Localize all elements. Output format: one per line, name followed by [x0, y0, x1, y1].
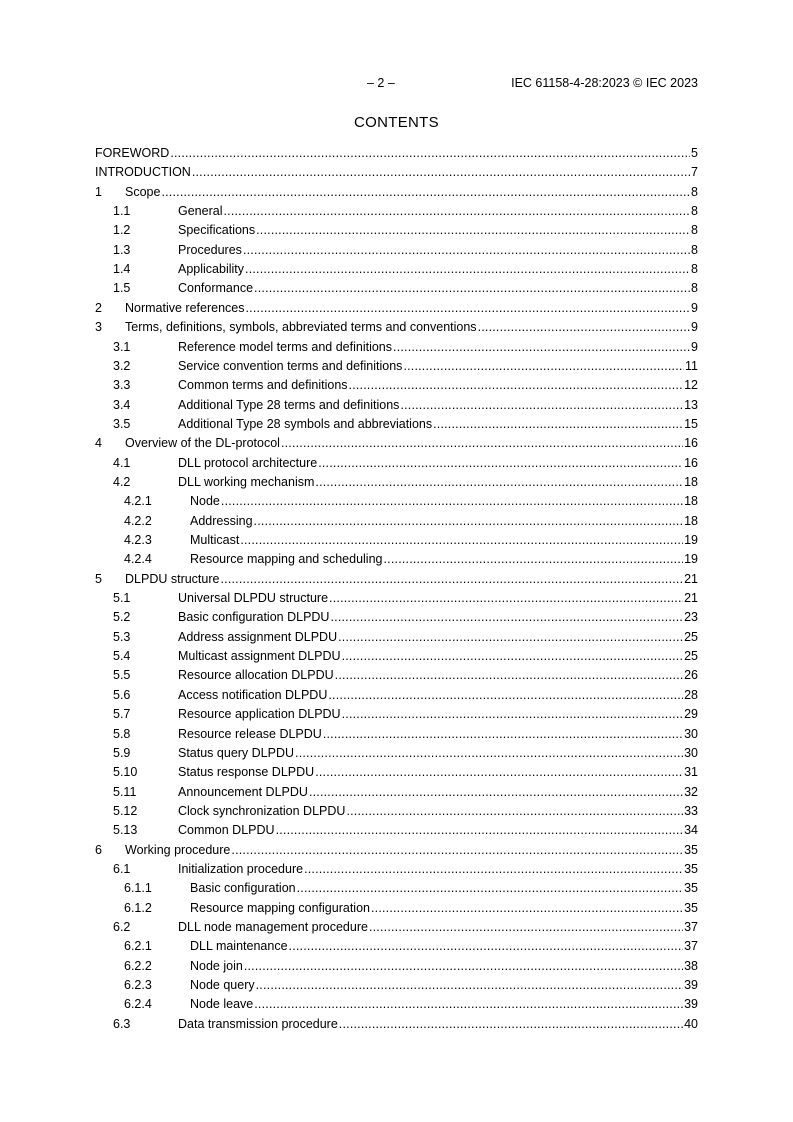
- toc-entry-number: 5.9: [113, 745, 131, 760]
- toc-entry-title: Data transmission procedure: [178, 1016, 338, 1031]
- toc-leader-dots: [170, 143, 690, 163]
- toc-leader-dots: [433, 414, 683, 434]
- toc-leader-dots: [403, 356, 684, 376]
- toc-entry-title: Additional Type 28 terms and definitions: [178, 397, 400, 412]
- toc-entry-title: Status query DLPDU: [178, 745, 295, 760]
- toc-entry-title: General: [178, 204, 223, 219]
- toc-entry-page: 21: [684, 591, 698, 606]
- page-number: – 2 –: [367, 76, 395, 90]
- toc-entry-number: 3: [95, 320, 102, 335]
- toc-entry-number: 5: [95, 571, 102, 586]
- toc-entry-title: Status response DLPDU: [178, 765, 315, 780]
- toc-leader-dots: [330, 607, 683, 627]
- toc-entry[interactable]: [95, 453, 698, 473]
- toc-entry-number: 4.2.4: [124, 552, 152, 567]
- toc-entry-number: 4.1: [113, 455, 131, 470]
- toc-leader-dots: [304, 859, 683, 879]
- toc-entry-number: 6.2.2: [124, 958, 152, 973]
- toc-entry-number: 1: [95, 184, 102, 199]
- toc-entry-title: Service convention terms and definitions: [178, 358, 403, 373]
- toc-entry-number: 1.3: [113, 242, 131, 257]
- toc-entry[interactable]: [95, 298, 698, 318]
- toc-entry-title: Resource mapping and scheduling: [190, 552, 383, 567]
- toc-entry-page: 16: [684, 436, 698, 451]
- toc-leader-dots: [384, 549, 684, 569]
- toc-entry-title: DLL protocol architecture: [178, 455, 318, 470]
- toc-entry-number: 5.1: [113, 591, 131, 606]
- toc-entry[interactable]: [95, 762, 698, 782]
- toc-entry-number: 5.8: [113, 726, 131, 741]
- toc-entry-page: 23: [684, 610, 698, 625]
- toc-entry-page: 19: [684, 533, 698, 547]
- toc-entry-page: 40: [684, 1016, 698, 1031]
- toc-entry-title: Clock synchronization DLPDU: [178, 803, 346, 818]
- toc-entry-number: 2: [95, 300, 102, 315]
- toc-entry-number: 4: [95, 436, 102, 451]
- toc-entry[interactable]: [95, 530, 698, 550]
- toc-leader-dots: [276, 820, 684, 840]
- toc-entry[interactable]: [95, 491, 698, 511]
- toc-entry[interactable]: [95, 569, 698, 589]
- toc-entry-number: 3.2: [113, 358, 131, 373]
- toc-entry-number: 1.4: [113, 262, 131, 277]
- toc-leader-dots: [244, 956, 683, 976]
- toc-entry-page: 30: [684, 745, 698, 760]
- toc-leader-dots: [240, 530, 683, 550]
- toc-entry-page: 15: [684, 416, 698, 431]
- toc-entry-page: 18: [684, 474, 698, 489]
- toc-leader-dots: [243, 240, 690, 260]
- toc-entry-page: 8: [691, 184, 698, 199]
- toc-entry[interactable]: [95, 898, 698, 918]
- toc-leader-dots: [369, 917, 683, 937]
- toc-entry-page: 9: [691, 320, 698, 335]
- toc-entry-page: 29: [684, 707, 698, 722]
- toc-entry[interactable]: [95, 859, 698, 879]
- toc-entry[interactable]: [95, 201, 698, 221]
- toc-leader-dots: [223, 201, 690, 221]
- toc-entry[interactable]: [95, 240, 698, 260]
- toc-entry-number: 4.2.2: [124, 513, 152, 528]
- toc-entry[interactable]: [95, 685, 698, 705]
- toc-entry-number: 5.12: [113, 803, 138, 818]
- toc-entry-title: Specifications: [178, 223, 256, 238]
- toc-leader-dots: [254, 278, 690, 298]
- toc-entry-page: 8: [691, 242, 698, 257]
- toc-entry-page: 38: [684, 958, 698, 973]
- toc-entry-title: Basic configuration: [190, 881, 296, 896]
- toc-entry-title: Working procedure: [125, 842, 231, 857]
- toc-leader-dots: [309, 782, 683, 802]
- toc-entry-number: 5.7: [113, 707, 131, 722]
- toc-entry-page: 26: [684, 668, 698, 683]
- toc-leader-dots: [256, 975, 683, 995]
- toc-entry-number: 5.5: [113, 668, 131, 683]
- toc-entry[interactable]: [95, 549, 698, 569]
- toc-entry-number: 4.2: [113, 474, 131, 489]
- toc-entry-number: 4.2.3: [124, 533, 152, 547]
- toc-entry-title: Basic configuration DLPDU: [178, 610, 330, 625]
- toc-entry-title: Access notification DLPDU: [178, 687, 328, 702]
- toc-leader-dots: [192, 162, 690, 182]
- toc-entry-title: Resource application DLPDU: [178, 707, 341, 722]
- toc-entry[interactable]: [95, 956, 698, 976]
- toc-entry-page: 21: [684, 571, 698, 586]
- toc-leader-dots: [393, 337, 690, 357]
- toc-entry-page: 18: [684, 513, 698, 528]
- toc-entry[interactable]: [95, 646, 698, 666]
- toc-entry[interactable]: [95, 162, 698, 182]
- toc-entry-page: 11: [685, 358, 698, 373]
- toc-entry[interactable]: [95, 704, 698, 724]
- toc-entry-title: Resource allocation DLPDU: [178, 668, 334, 683]
- toc-entry-title: Common DLPDU: [178, 823, 275, 838]
- toc-entry-page: 39: [684, 997, 698, 1012]
- toc-leader-dots: [338, 627, 683, 647]
- toc-entry-title: DLPDU structure: [125, 571, 220, 586]
- toc-entry-title: Universal DLPDU structure: [178, 591, 329, 606]
- toc-entry-page: 35: [684, 861, 698, 876]
- toc-entry-page: 9: [691, 300, 698, 315]
- toc-entry-number: 6.2.4: [124, 997, 152, 1012]
- toc-leader-dots: [256, 220, 690, 240]
- toc-entry-number: 3.5: [113, 416, 131, 431]
- toc-leader-dots: [315, 762, 683, 782]
- toc-entry-title: Node join: [190, 958, 243, 973]
- toc-entry-page: 5: [691, 146, 698, 160]
- toc-entry[interactable]: [95, 220, 698, 240]
- toc-entry-number: 3.1: [113, 339, 131, 354]
- toc-entry[interactable]: [95, 801, 698, 821]
- toc-entry-page: 9: [691, 339, 698, 354]
- toc-entry-page: 12: [684, 378, 698, 393]
- toc-entry-page: 31: [684, 765, 698, 780]
- toc-entry[interactable]: [95, 472, 698, 492]
- toc-entry-title: Initialization procedure: [178, 861, 304, 876]
- toc-entry-number: 5.2: [113, 610, 131, 625]
- toc-entry[interactable]: [95, 743, 698, 763]
- toc-entry[interactable]: [95, 317, 698, 337]
- toc-leader-dots: [346, 801, 683, 821]
- toc-entry-page: 8: [691, 262, 698, 277]
- toc-leader-dots: [297, 878, 683, 898]
- toc-entry[interactable]: [95, 878, 698, 898]
- toc-leader-dots: [254, 511, 684, 531]
- standard-reference: IEC 61158-4-28:2023 © IEC 2023: [511, 76, 698, 90]
- toc-entry-page: 35: [684, 842, 698, 857]
- toc-entry[interactable]: [95, 143, 698, 163]
- toc-entry-page: 8: [691, 281, 698, 296]
- toc-entry[interactable]: [95, 511, 698, 531]
- toc-entry-number: 6: [95, 842, 102, 857]
- toc-leader-dots: [318, 453, 683, 473]
- toc-entry-title: Node: [190, 494, 220, 509]
- toc-entry-page: 35: [684, 881, 698, 896]
- toc-entry-title: Node leave: [190, 997, 254, 1012]
- toc-entry-page: 28: [684, 687, 698, 702]
- toc-entry-page: 37: [684, 939, 698, 954]
- toc-entry[interactable]: [95, 1014, 698, 1034]
- toc-entry-number: 1.1: [113, 204, 131, 219]
- toc-entry-number: 6.2.3: [124, 978, 152, 993]
- toc-entry-title: Common terms and definitions: [178, 378, 348, 393]
- toc-leader-dots: [246, 298, 691, 318]
- toc-entry-number: 1.2: [113, 223, 131, 238]
- page-header: [0, 76, 793, 92]
- toc-entry-title: Addressing: [190, 513, 253, 528]
- toc-entry[interactable]: [95, 782, 698, 802]
- toc-entry[interactable]: [95, 375, 698, 395]
- toc-entry-title: Node query: [190, 978, 255, 993]
- toc-leader-dots: [289, 936, 684, 956]
- toc-entry-number: 1.5: [113, 281, 131, 296]
- toc-leader-dots: [323, 724, 683, 744]
- toc-entry-title: FOREWORD: [95, 146, 170, 160]
- toc-entry-title: Normative references: [125, 300, 245, 315]
- toc-entry[interactable]: [95, 627, 698, 647]
- toc-entry-number: 4.2.1: [124, 494, 152, 509]
- toc-entry-title: Overview of the DL-protocol: [125, 436, 280, 451]
- toc-entry[interactable]: [95, 665, 698, 685]
- toc-entry-title: Scope: [125, 184, 161, 199]
- toc-entry-page: 37: [684, 920, 698, 934]
- toc-leader-dots: [400, 395, 683, 415]
- toc-entry-page: 8: [691, 223, 698, 238]
- toc-entry-title: Multicast assignment DLPDU: [178, 649, 341, 664]
- toc-entry[interactable]: [95, 994, 698, 1014]
- toc-entry[interactable]: [95, 588, 698, 608]
- toc-entry-number: 6.1.2: [124, 900, 152, 915]
- toc-entry[interactable]: [95, 259, 698, 279]
- toc-leader-dots: [221, 491, 683, 511]
- toc-entry-title: Procedures: [178, 242, 242, 257]
- toc-entry-number: 5.4: [113, 649, 131, 664]
- toc-entry-page: 35: [684, 900, 698, 915]
- toc-entry-page: 34: [684, 823, 698, 838]
- toc-entry-title: DLL maintenance: [190, 939, 288, 954]
- toc-leader-dots: [281, 433, 683, 453]
- toc-entry[interactable]: [95, 820, 698, 840]
- toc-entry-page: 25: [684, 649, 698, 664]
- toc-entry-title: Announcement DLPDU: [178, 784, 308, 799]
- toc-entry-number: 5.13: [113, 823, 138, 838]
- toc-leader-dots: [161, 182, 690, 202]
- toc-entry-page: 7: [691, 165, 698, 180]
- toc-entry-page: 33: [684, 803, 698, 818]
- toc-leader-dots: [478, 317, 690, 337]
- toc-entry-title: Reference model terms and definitions: [178, 339, 393, 354]
- toc-leader-dots: [315, 472, 683, 492]
- toc-entry[interactable]: [95, 724, 698, 744]
- toc-entry-title: Conformance: [178, 281, 254, 296]
- toc-leader-dots: [254, 994, 683, 1014]
- toc-entry-number: 6.2: [113, 920, 131, 934]
- toc-entry[interactable]: [95, 395, 698, 415]
- toc-entry-number: 5.11: [113, 784, 137, 799]
- toc-leader-dots: [339, 1014, 683, 1034]
- toc-entry[interactable]: [95, 433, 698, 453]
- toc-entry[interactable]: [95, 917, 698, 937]
- toc-entry-number: 3.3: [113, 378, 131, 393]
- toc-entry-number: 5.6: [113, 687, 131, 702]
- toc-entry[interactable]: [95, 337, 698, 357]
- toc-leader-dots: [220, 569, 683, 589]
- toc-entry-title: DLL working mechanism: [178, 474, 315, 489]
- toc-entry[interactable]: [95, 936, 698, 956]
- toc-entry-title: Terms, definitions, symbols, abbreviated terms and conventions: [125, 320, 477, 335]
- toc-entry-page: 30: [684, 726, 698, 741]
- toc-entry[interactable]: [95, 975, 698, 995]
- toc-entry-page: 18: [684, 494, 698, 509]
- toc-entry-page: 25: [684, 629, 698, 644]
- toc-entry[interactable]: [95, 607, 698, 627]
- toc-entry-page: 13: [684, 397, 698, 412]
- toc-entry-number: 5.3: [113, 629, 131, 644]
- toc-entry-title: Applicability: [178, 262, 245, 277]
- toc-entry-title: INTRODUCTION: [95, 165, 191, 180]
- toc-entry-title: Resource mapping configuration: [190, 900, 370, 915]
- toc-leader-dots: [231, 840, 683, 860]
- toc-entry-title: Multicast: [190, 533, 240, 547]
- page-title: CONTENTS: [354, 114, 439, 131]
- toc-entry-page: 39: [684, 978, 698, 993]
- toc-entry[interactable]: [95, 414, 698, 434]
- toc-entry[interactable]: [95, 840, 698, 860]
- toc-entry-title: Additional Type 28 symbols and abbreviations: [178, 416, 433, 431]
- toc-entry[interactable]: [95, 278, 698, 298]
- toc-leader-dots: [245, 259, 690, 279]
- toc-entry-page: 8: [691, 204, 698, 219]
- toc-entry-number: 3.4: [113, 397, 131, 412]
- toc-entry-number: 6.3: [113, 1016, 131, 1031]
- toc-entry[interactable]: [95, 356, 698, 376]
- toc-leader-dots: [295, 743, 683, 763]
- toc-entry-number: 6.2.1: [124, 939, 152, 954]
- toc-entry-page: 32: [684, 784, 698, 799]
- toc-leader-dots: [371, 898, 683, 918]
- toc-leader-dots: [349, 375, 684, 395]
- toc-entry-title: Address assignment DLPDU: [178, 629, 338, 644]
- toc-entry-number: 6.1: [113, 861, 131, 876]
- toc-entry[interactable]: [95, 182, 698, 202]
- toc-leader-dots: [329, 588, 683, 608]
- toc-entry-page: 16: [684, 455, 698, 470]
- toc-entry-number: 6.1.1: [124, 881, 152, 896]
- toc-leader-dots: [328, 685, 683, 705]
- toc-leader-dots: [335, 665, 683, 685]
- toc-leader-dots: [342, 646, 684, 666]
- toc-leader-dots: [342, 704, 684, 724]
- toc-entry-number: 5.10: [113, 765, 138, 780]
- toc-entry-title: Resource release DLPDU: [178, 726, 322, 741]
- toc-entry-page: 19: [684, 552, 698, 567]
- toc-entry-title: DLL node management procedure: [178, 920, 368, 934]
